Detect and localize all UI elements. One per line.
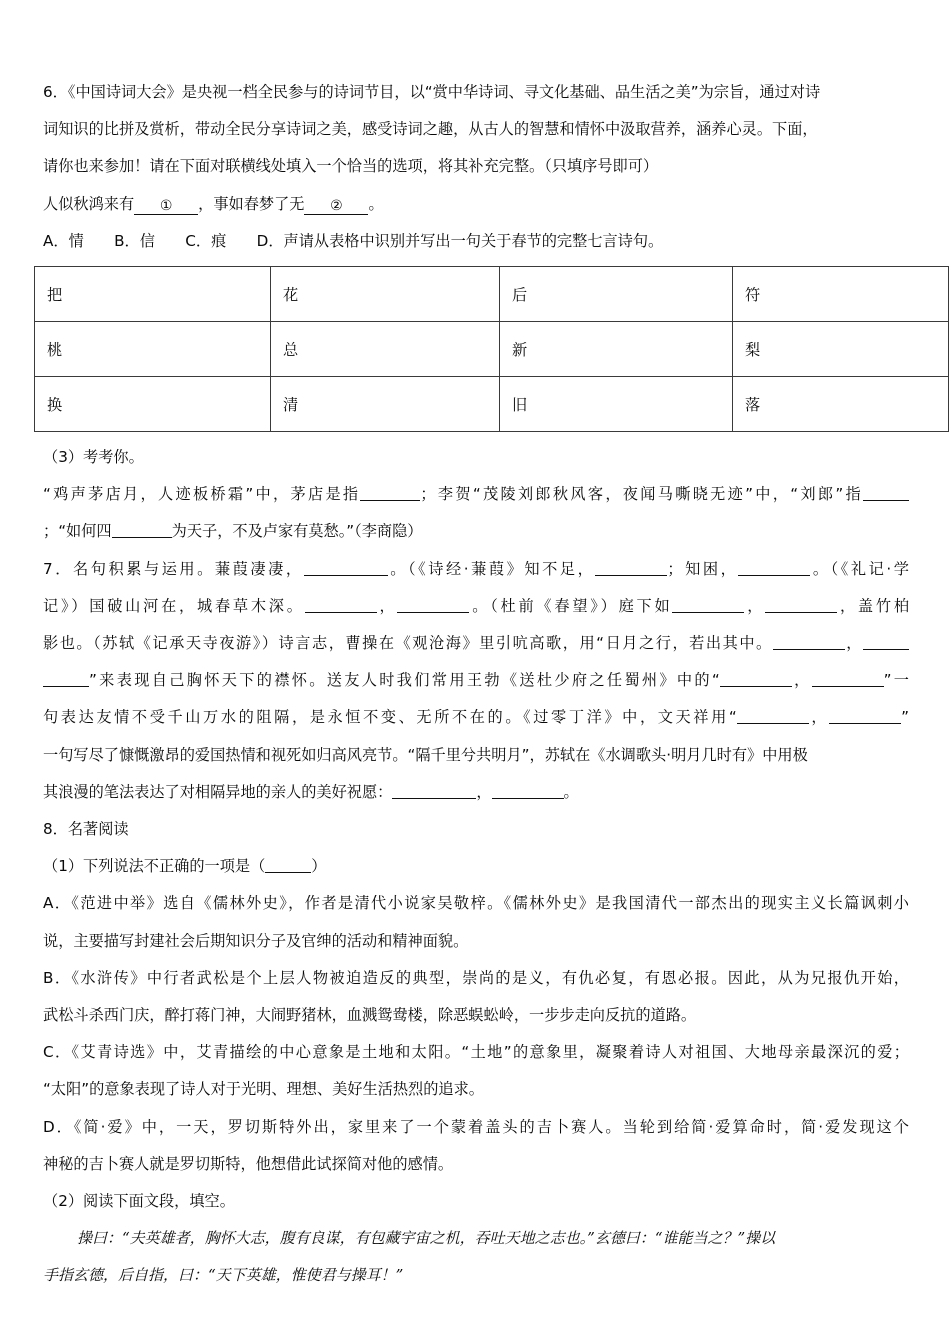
q7-seg-19: 其浪漫的笔法表达了对相隔异地的亲人的美好祝愿： [43,782,393,801]
fill-blank[interactable] [829,709,901,724]
table-cell: 总 [271,322,500,377]
q7-seg-7: 。（杜前《春望》）庭下如 [469,596,673,615]
fill-blank[interactable] [43,672,89,687]
fill-blank[interactable] [360,486,420,501]
q7-seg-16: ， [808,708,830,727]
table-cell: 花 [271,267,500,322]
q6-stem-line2: 词知识的比拼及赏析，带动全民分享诗词之美，感受诗词之趣，从古人的智慧和情怀中汲取营养，涵养心灵。下面， [43,120,818,139]
q7-seg-8: ， [744,596,766,615]
couplet-blank-1[interactable]: ① [134,198,198,215]
q6-sub3-line2 [43,513,909,550]
q6-stem-line1: 6．《中国诗词大会》是央视一档全民参与的诗词节目，以“赏中华诗词、寻文化基础、品生活之美”为宗旨，通过对诗 [43,83,821,101]
q7-seg-9: ，盖竹柏 [837,596,910,615]
answer-blank[interactable] [265,858,311,873]
q8-option-c-line1: C．《艾青诗选》中，艾青描绘的中心意象是土地和太阳。“土地”的意象里，凝聚着诗人对祖国、大地母亲最深沉的爱； [43,1043,909,1062]
q8-title: 8．名著阅读 [43,820,129,839]
q7-seg-12: ”来表现自己胸怀天下的襟怀。送友人时我们常用王勃《送杜少府之任蜀州》中的“ [89,671,720,690]
q7-line-4 [43,662,909,699]
q8-option-d-line2: 神秘的吉卜赛人就是罗切斯特，他想借此试探简对他的感情。 [43,1154,454,1173]
question-8-block [43,811,909,1295]
fill-blank[interactable] [392,784,476,799]
q8-option-c-line2: “太阳”的意象表现了诗人对于光明、理想、美好生活热烈的追求。 [43,1080,484,1099]
fill-blank[interactable] [773,635,845,650]
fill-blank[interactable] [765,598,837,613]
couplet-text-end: 。 [368,194,384,213]
poem-character-table [34,266,949,432]
table-cell: 把 [35,267,271,322]
fill-blank[interactable] [720,672,792,687]
q7-line-3 [43,625,909,662]
couplet-blank-2[interactable]: ② [304,198,368,215]
fill-blank[interactable] [305,598,377,613]
poem-table-body [35,267,949,432]
question-6-block [43,74,909,551]
q8-option-b-line1: B．《水浒传》中行者武松是个上层人物被迫造反的典型，崇尚的是义，有仇必复，有恩必报。因此，从为兄报仇开始， [43,968,909,987]
q7-line-5 [43,699,909,736]
q8-option-b-line2: 武松斗杀西门庆，醉打蒋门神，大闹野猪林，血溅鸳鸯楼，除恶蜈蚣岭，一步步走向反抗的道路。 [43,1006,697,1025]
fill-blank[interactable] [672,598,744,613]
table-cell: 换 [35,377,271,432]
fill-blank[interactable] [492,784,564,799]
q8-sub1-text: （1）下列说法不正确的一项是（ [43,857,266,876]
couplet-text-before: 人似秋鸿来有 [43,194,135,213]
sub3-text-b: ；李贺“茂陵刘郎秋风客，夜闻马嘶晓无迹”中，“刘郎”指 [420,485,863,504]
fill-blank[interactable] [304,561,388,576]
q7-line-2 [43,588,909,625]
q6-sub3-label: （3）考考你。 [43,448,144,467]
q7-seg-2: 。（《诗经·蒹葭》知不足， [387,559,596,578]
q7-seg-13: ， [791,671,812,690]
fill-blank[interactable] [812,672,884,687]
q7-seg-20: ， [476,782,492,801]
table-cell: 后 [500,267,733,322]
q6-sub3-line1 [43,476,909,513]
table-row [35,267,949,322]
q6-couplet-line [43,186,909,223]
q7-seg-4: 。（《礼记·学 [810,559,909,578]
q7-line-6: 一句写尽了慷慨激昂的爱国热情和视死如归高风亮节。“隔千里兮共明月”，苏轼在《水调歌头·明月几时有》中用极 [43,745,808,764]
q8-option-a-line1: A．《范进中举》选自《儒林外史》，作者是清代小说家吴敬梓。《儒林外史》是我国清代一部杰出的现实主义长篇讽刺小 [43,894,909,913]
q8-option-d-line1: D．《简·爱》中，一天，罗切斯特外出，家里来了一个蒙着盖头的吉卜赛人。当轮到给简·爱算命时，简·爱发现这个 [43,1117,909,1136]
q8-sub1-text-end: ） [311,857,327,876]
q7-seg-17: ” [901,708,909,727]
q8-sub2-label: （2）阅读下面文段，填空。 [43,1192,235,1211]
q7-seg-14: ”一 [883,671,909,690]
q7-line-1 [43,551,909,588]
fill-blank[interactable] [737,709,809,724]
page-content [43,74,909,1295]
q8-passage-line1: 操曰：“夫英雄者，胸怀大志，腹有良谋，有包藏宇宙之机，吞吐天地之志也。”玄德曰：“谁能当之？”操以 [77,1229,776,1248]
q7-seg-3: ；知困， [667,559,739,578]
table-cell: 桃 [35,322,271,377]
sub3-text-c: ；“如何四 [43,522,112,541]
fill-blank[interactable] [397,598,469,613]
q6-stem-line3: 请你也来参加！请在下面对联横线处填入一个恰当的选项，将其补充完整。（只填序号即可） [43,157,659,176]
q8-option-a-line2: 说，主要描写封建社会后期知识分子及官绅的活动和精神面貌。 [43,931,469,950]
table-cell: 旧 [500,377,733,432]
fill-blank[interactable] [112,523,172,538]
table-row [35,377,949,432]
sub3-text-d: 为天子，不及卢家有莫愁。”（李商隐） [171,522,423,541]
table-row [35,322,949,377]
q6-options-line: A．情 B．信 C．痕 D．声请从表格中识别并写出一句关于春节的完整七言诗句。 [43,231,664,250]
fill-blank[interactable] [738,561,810,576]
q8-passage-line2: 手指玄德，后自指，曰：“天下英雄，惟使君与操耳！” [43,1266,404,1285]
question-7-block [43,551,909,811]
q7-seg-15: 句表达友情不受千山万水的阻隔，是永恒不变、无所不在的。《过零丁洋》中，文天祥用“ [43,708,737,727]
q7-seg-5: 记》）国破山河在，城春草木深。 [43,596,305,615]
q7-seg-21: 。 [563,782,579,801]
q7-seg-11: ， [844,634,863,653]
table-cell: 清 [271,377,500,432]
couplet-text-middle: ，事如春梦了无 [198,194,305,213]
table-cell: 落 [733,377,949,432]
q7-line-7 [43,774,909,811]
fill-blank[interactable] [595,561,667,576]
table-cell: 符 [733,267,949,322]
table-cell: 梨 [733,322,949,377]
table-cell: 新 [500,322,733,377]
fill-blank[interactable] [863,486,909,501]
fill-blank[interactable] [863,635,909,650]
q8-sub1-label [43,848,909,885]
sub3-text-a: “鸡声茅店月，人迹板桥霜”中，茅店是指 [43,485,361,504]
q7-seg-1: 7．名句积累与运用。蒹葭凄凄， [43,559,304,578]
q7-seg-6: ， [376,596,398,615]
q7-seg-10: 影也。（苏轼《记承天寺夜游》）诗言志，曹操在《观沧海》里引吭高歌，用“日月之行，若出其中。 [43,634,773,653]
